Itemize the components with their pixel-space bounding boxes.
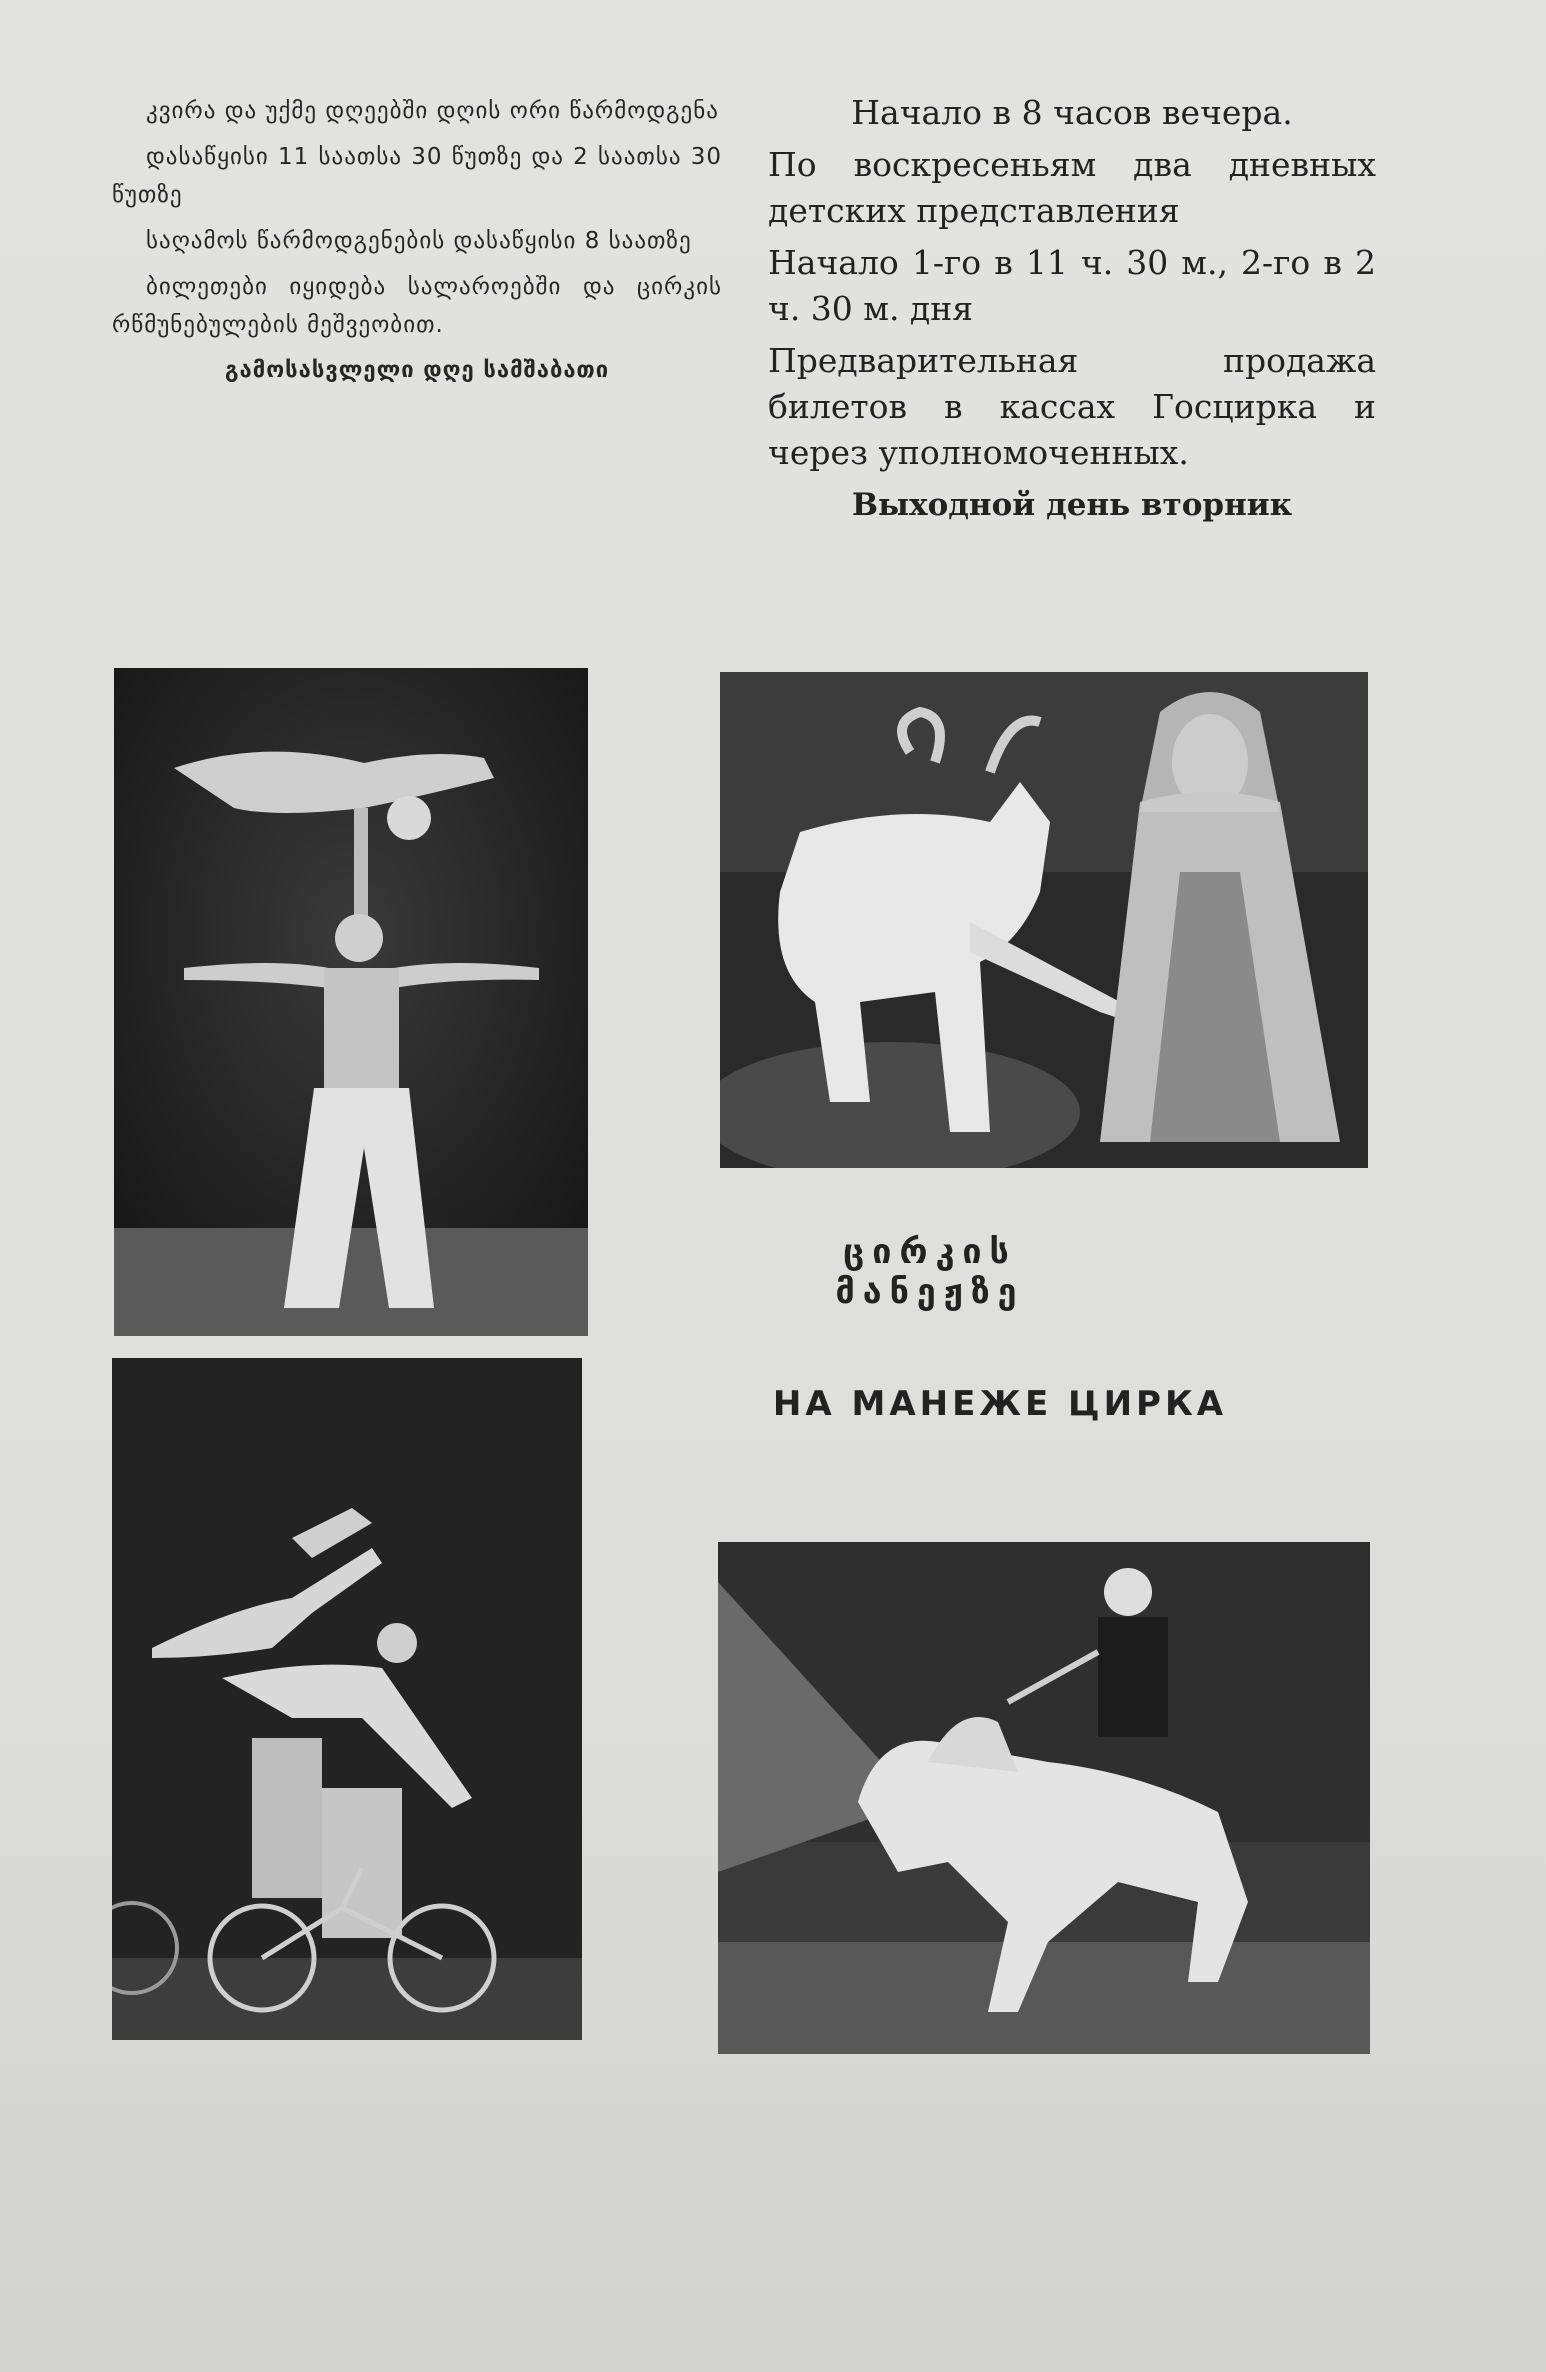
- georgian-paragraph-4: ბილეთები იყიდება სალაროებში და ცირკის რწმუნებულების მეშვეობით.: [112, 274, 722, 338]
- russian-paragraph-1: Начало в 8 часов вечера.: [851, 93, 1293, 132]
- georgian-section-heading: ცირკის მანეჟზე: [835, 1232, 1025, 1312]
- acrobats-on-bicycle-photo: [112, 1358, 582, 2040]
- georgian-paragraph-1: კვირა და უქმე დღეებში დღის ორი წარმოდგენა: [146, 98, 719, 124]
- russian-paragraph-2: По воскресеньям два дневных детских представления: [768, 145, 1376, 230]
- georgian-paragraph-2: დასაწყისი 11 საათსა 30 წუთზე და 2 საათსა 30 წუთზე: [112, 144, 722, 208]
- russian-paragraph-3: Начало 1-го в 11 ч. 30 м., 2-го в 2 ч. 30 м. дня: [768, 243, 1376, 328]
- russian-info-column: [768, 90, 1376, 534]
- russian-paragraph-4: Предварительная продажа билетов в кассах Госцирка и через уполномоченных.: [768, 341, 1376, 472]
- georgian-day-off: გამოსასვლელი დღე სამშაბათი: [224, 358, 610, 383]
- goat-and-woman-photo: [720, 672, 1368, 1168]
- horse-rider-photo: [718, 1542, 1370, 2054]
- russian-day-off: Выходной день вторник: [851, 487, 1293, 523]
- russian-section-heading: НА МАНЕЖЕ ЦИРКА: [772, 1384, 1228, 1424]
- acrobat-handstand-photo: [114, 668, 588, 1336]
- georgian-paragraph-3: საღამოს წარმოდგენების დასაწყისი 8 საათზე: [146, 228, 692, 254]
- georgian-info-column: [112, 92, 722, 398]
